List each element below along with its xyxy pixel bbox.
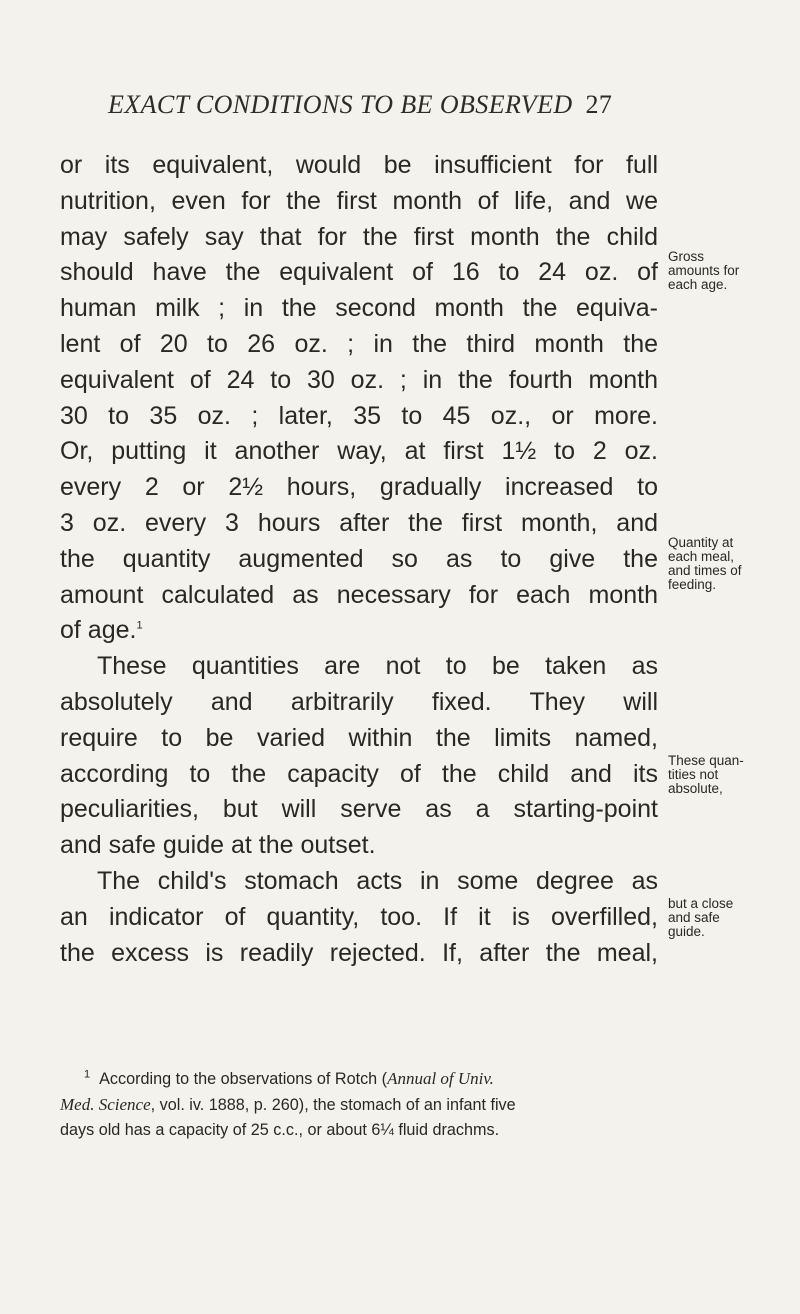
body-line: human milk ; in the second month the equiva-: [60, 294, 658, 323]
margin-note-line: Quantity at: [668, 535, 734, 550]
footnote-line: [60, 1092, 670, 1118]
margin-note-line: amounts for: [668, 263, 740, 278]
footnote-marker: 1: [136, 620, 143, 633]
body-line: 30 to 35 oz. ; later, 35 to 45 oz., or more.: [60, 401, 658, 430]
body-line: or its equivalent, would be insufficient for full: [60, 151, 658, 179]
body-line: may safely say that for the first month the child: [60, 222, 658, 251]
footnote: [60, 1066, 670, 1143]
body-line: nutrition, even for the first month of life, and we: [60, 186, 658, 215]
body-line-text: of age.: [60, 616, 137, 645]
body-line: 3 oz. every 3 hours after the first month, and: [60, 508, 658, 537]
footnote-line: [60, 1066, 670, 1092]
body-line: amount calculated as necessary for each month: [60, 580, 658, 609]
footnote-text: , vol. iv. 1888, p. 260), the stomach of an infant five: [150, 1096, 516, 1114]
margin-note-line: These quan-: [668, 753, 744, 768]
margin-note-line: guide.: [668, 924, 705, 939]
body-line: should have the equivalent of 16 to 24 oz. of: [60, 258, 658, 287]
margin-note-line: each age.: [668, 277, 728, 292]
body-line: equivalent of 24 to 30 oz. ; in the fourth month: [60, 365, 658, 394]
margin-note-line: and times of: [668, 563, 742, 578]
body-line: lent of 20 to 26 oz. ; in the third month the: [60, 329, 658, 358]
body-line: an indicator of quantity, too. If it is overfilled,: [60, 902, 658, 931]
footnote-text: According to the observations of Rotch (: [99, 1070, 388, 1088]
margin-note-line: and safe: [668, 910, 720, 925]
footnote-journal-cont: Med. Science: [60, 1095, 151, 1114]
body-line: Or, putting it another way, at first 1½ to 2 oz.: [60, 437, 658, 466]
running-head-title: EXACT CONDITIONS TO BE OBSERVED: [108, 90, 573, 119]
margin-note-line: absolute,: [668, 781, 723, 796]
margin-note-safe-guide: [668, 897, 768, 939]
body-line: [60, 613, 658, 649]
margin-note-not-absolute: [668, 754, 768, 796]
body-line: require to be varied within the limits named,: [60, 723, 658, 752]
body-line: every 2 or 2½ hours, gradually increased to: [60, 473, 658, 502]
body-line: These quantities are not to be taken as: [97, 652, 658, 681]
footnote-journal: Annual of Univ.: [387, 1069, 494, 1088]
margin-note-line: but a close: [668, 896, 734, 911]
body-line: the excess is readily rejected. If, after the meal,: [60, 938, 658, 967]
margin-note-line: each meal,: [668, 549, 735, 564]
footnote-line: days old has a capacity of 25 c.c., or about 6¼ fluid drachms.: [60, 1121, 500, 1139]
margin-note-gross-amounts: [668, 250, 768, 292]
footnote-number: 1: [84, 1068, 91, 1081]
margin-note-line: Gross: [668, 249, 705, 264]
body-line: according to the capacity of the child and its: [60, 759, 658, 788]
margin-note-line: feeding.: [668, 577, 717, 592]
margin-note-quantity: [668, 536, 768, 592]
body-line: and safe guide at the outset.: [60, 831, 376, 860]
body-line: peculiarities, but will serve as a starting-point: [60, 795, 658, 824]
running-head: [108, 90, 708, 120]
page-number: 27: [585, 90, 613, 119]
body-line: The child's stomach acts in some degree as: [97, 866, 658, 895]
body-text: [60, 148, 658, 971]
body-line: the quantity augmented so as to give the: [60, 544, 658, 573]
margin-note-line: tities not: [668, 767, 719, 782]
body-line: absolutely and arbitrarily fixed. They will: [60, 687, 658, 716]
